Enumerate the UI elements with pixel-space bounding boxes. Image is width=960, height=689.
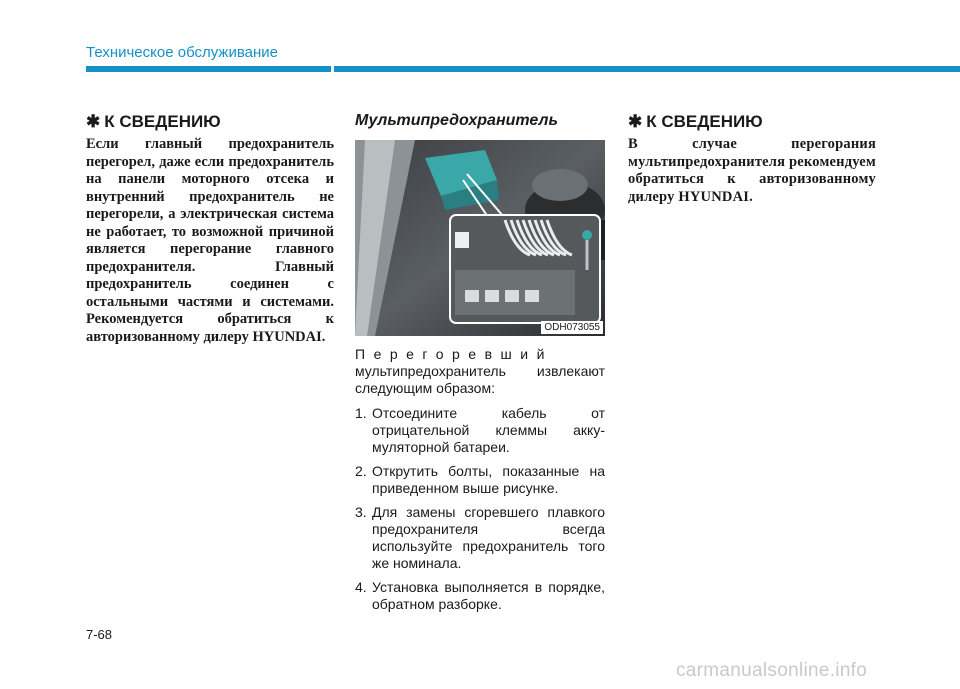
multifuse-intro xyxy=(355,346,605,397)
caution-heading-left xyxy=(86,112,334,132)
multifuse-intro-rest: мультипредохранитель извлекают следующим образом: xyxy=(355,363,605,396)
column-right xyxy=(628,112,876,206)
asterisk-star-icon: ✱ xyxy=(86,112,101,131)
watermark: carmanualsonline.info xyxy=(676,660,868,681)
step-text: Отсоедините кабель от отрицательной клеммы акку-муляторной батареи. xyxy=(372,405,605,455)
multifuse-section-title: Мультипредохранитель xyxy=(355,112,558,129)
caution-body-right: В случае перегорания мультипредохранителя рекомендуем обратиться к авторизованному дилеру HYUNDAI. xyxy=(628,136,876,205)
caution-heading-right xyxy=(628,112,876,132)
step-text: Установка выполняется в порядке, обратном разборке. xyxy=(372,579,605,612)
removal-steps-list xyxy=(355,405,605,613)
list-item xyxy=(355,405,605,456)
caution-body-left: Если главный предохранитель перегорел, даже если предохранитель на панели моторного отсека и внутренний предохранитель не перегорели, а электрическая система не работает, то возможной причиной является перегорание главного предохранителя. Главный предохранитель соединен с остальными частями и системами. Рекомендуется обратиться к авторизованному дилеру HYUNDAI. xyxy=(86,136,334,345)
header-rule-secondary xyxy=(334,66,960,72)
step-number: 2. xyxy=(355,463,367,479)
column-left xyxy=(86,112,334,346)
list-item xyxy=(355,463,605,497)
engine-bay-illustration xyxy=(355,140,605,336)
step-text: Для замены сгоревшего плавкого предохранителя всегда используйте предохранитель того же номинала. xyxy=(372,504,605,571)
list-item xyxy=(355,579,605,613)
multifuse-intro-first-word: Перегоревший xyxy=(355,346,553,362)
asterisk-star-icon: ✱ xyxy=(628,112,643,131)
header-rule-primary xyxy=(86,66,331,72)
engine-bay-fuse-photo xyxy=(355,140,605,336)
caution-heading-right-text: К СВЕДЕНИЮ xyxy=(646,112,763,131)
section-header-title: Техническое обслуживание xyxy=(86,44,278,61)
list-item xyxy=(355,504,605,572)
step-text: Открутить болты, показанные на приведенном выше рисунке. xyxy=(372,463,605,496)
step-number: 3. xyxy=(355,504,367,520)
page-number: 7-68 xyxy=(86,627,113,642)
step-number: 1. xyxy=(355,405,367,421)
column-middle xyxy=(355,112,605,620)
caution-heading-left-text: К СВЕДЕНИЮ xyxy=(104,112,221,131)
step-number: 4. xyxy=(355,579,367,595)
figure-code-label: ODH073055 xyxy=(541,321,603,334)
